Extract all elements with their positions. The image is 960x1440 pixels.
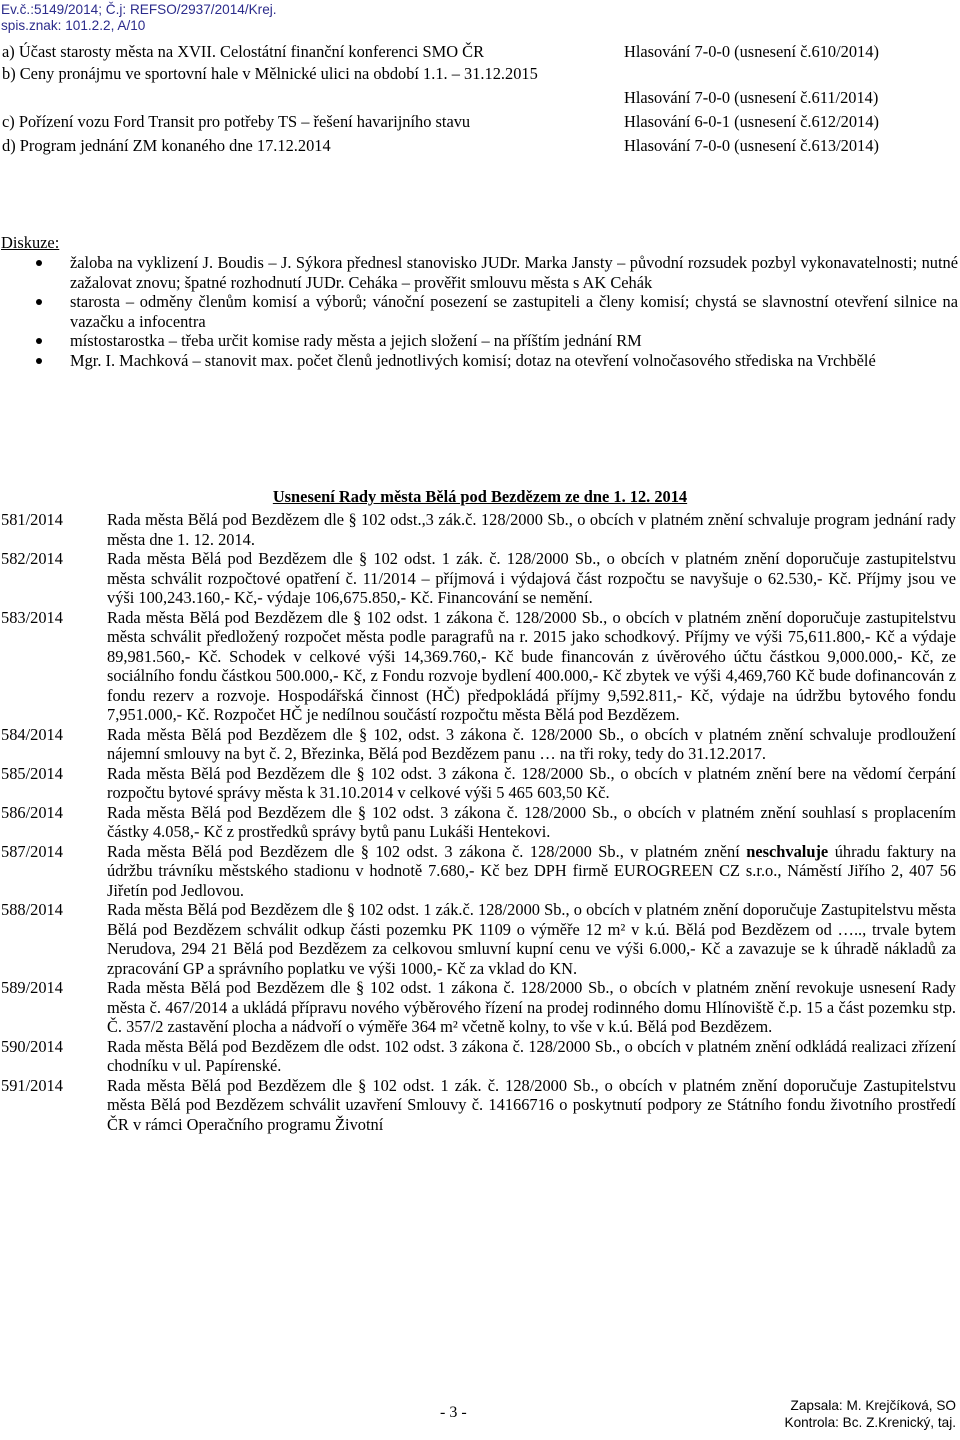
agenda-votes xyxy=(1,42,936,182)
resolution-text: Rada města Bělá pod Bezdězem dle § 102, odst. 3 zákona č. 128/2000 Sb., o obcích v platném znění schvaluje prodloužení nájemní smlouvy na byt č. 2, Březinka, Bělá pod Bezdězem panu … na tři roky, tedy do 31.12.2017. xyxy=(107,724,956,763)
vote-result: Hlasování 7-0-0 (usnesení č.613/2014) xyxy=(624,136,879,155)
resolution-number: 583/2014 xyxy=(1,607,63,627)
vote-result: Hlasování 6-0-1 (usnesení č.612/2014) xyxy=(624,112,879,131)
agenda-item: d) Program jednání ZM konaného dne 17.12.2014 xyxy=(2,136,331,155)
resolution-item xyxy=(1,842,956,901)
resolution-number: 582/2014 xyxy=(1,549,63,568)
resolution-text: Rada města Bělá pod Bezdězem dle § 102 odst. 3 zákona č. 128/2000 Sb., o obcích v platném znění bere na vědomí čerpání rozpočtu bytové správy města k 31.10.2014 v celkové výši 5 465 603,50 Kč. xyxy=(107,763,956,802)
discussion-item: místostarostka – třeba určit komise rady města a jejich složení – na příštím jednání RM xyxy=(36,331,958,351)
discussion-heading: Diskuze: xyxy=(1,233,60,252)
agenda-item: b) Ceny pronájmu ve sportovní hale v Mělnické ulici na období 1.1. – 31.12.2015 xyxy=(2,64,538,83)
resolution-item xyxy=(1,764,956,803)
agenda-item: a) Účast starosty města na XVII. Celostátní finanční konferenci SMO ČR xyxy=(2,42,485,61)
resolution-number: 588/2014 xyxy=(1,900,63,919)
file-code: spis.znak: 101.2.2, A/10 xyxy=(1,18,146,33)
resolution-item xyxy=(1,549,956,608)
resolution-item xyxy=(1,978,956,1037)
resolution-number: 591/2014 xyxy=(1,1075,63,1095)
resolution-number: 590/2014 xyxy=(1,1036,63,1056)
resolution-text: Rada města Bělá pod Bezdězem dle § 102 odst. 1 zák.č. 128/2000 Sb., o obcích v platném znění doporučuje Zastupitelstvu města Bělá pod Bezdězem schválit odkup části pozemku PK 1109 o výměře 12 m² v k.ú. Bělá pod Bezdězem od ….., trvale bytem Nerudova, 294 21 Bělá pod Bezdězem za celkovou smluvní kupní cenu ve výši 6.000,- Kč a zavazuje se k úhradě nákladů za zpracování GP a správního poplatku ve výši 1000,- Kč za vklad do KN. xyxy=(107,900,956,978)
written-by: Zapsala: M. Krejčíková, SO xyxy=(790,1398,956,1413)
resolution-number: 589/2014 xyxy=(1,978,63,997)
resolution-item xyxy=(1,1037,956,1076)
resolutions-heading: Usnesení Rady města Bělá pod Bezdězem ze dne 1. 12. 2014 xyxy=(272,487,688,506)
resolution-number: 586/2014 xyxy=(1,802,63,822)
checked-by: Kontrola: Bc. Z.Krenický, taj. xyxy=(784,1414,956,1430)
page-number: - 3 - xyxy=(440,1404,467,1421)
resolutions-list xyxy=(1,510,956,1134)
vote-result: Hlasování 7-0-0 (usnesení č.611/2014) xyxy=(624,88,879,107)
resolution-number: 584/2014 xyxy=(1,724,63,744)
vote-result: Hlasování 7-0-0 (usnesení č.610/2014) xyxy=(624,42,879,61)
resolution-text: Rada města Bělá pod Bezdězem dle § 102 odst. 1 zák. č. 128/2000 Sb., o obcích v platném znění doporučuje zastupitelstvu města schválit rozpočtové opatření č. 11/2014 – příjmová i výdajová část rozpočtu se navyšuje o 62.530,- Kč. Příjmy jsou ve výši 100,243.160,- Kč,- výdaje 106,675.850,- Kč. Financování se nemění. xyxy=(107,549,956,607)
discussion-list xyxy=(36,253,958,370)
resolution-item xyxy=(1,725,956,764)
resolution-text: Rada města Bělá pod Bezdězem dle § 102 odst. 1 zák. č. 128/2000 Sb., o obcích v platném znění doporučuje Zastupitelstvu města Bělá pod Bezdězem schválit uzavření Smlouvy č. 14166716 o poskytnutí podpory ze Státního fondu životního prostředí ČR v rámci Operačního programu Životní xyxy=(107,1075,956,1134)
resolution-text: Rada města Bělá pod Bezdězem dle § 102 odst. 1 zákona č. 128/2000 Sb., o obcích v platném znění revokuje usnesení Rady města č. 467/2014 a ukládá přípravu nového výběrového řízení na prodej rodinného domu Hlínoviště č.p. 15 a část pozemku stp. Č. 357/2 zastavění plocha a nádvoří o výměře 364 m² včetně kolny, to vše v k.ú. Bělá pod Bezdězem. xyxy=(107,978,956,1036)
resolution-number: 581/2014 xyxy=(1,510,63,529)
resolution-item xyxy=(1,1076,956,1135)
discussion-item: starosta – odměny členům komisí a výborů; vánoční posezení se zastupiteli a členy komisí; chystá se slavnostní otevření silnice na vazačku a infocentra xyxy=(36,292,958,331)
bullet-icon xyxy=(36,358,42,364)
discussion-item: Mgr. I. Machková – stanovit max. počet členů jednotlivých komisí; dotaz na otevření volnočasového střediska na Vrchbělé xyxy=(36,351,958,371)
resolution-item xyxy=(1,608,956,725)
emphasis-neschvaluje: neschvaluje xyxy=(746,841,829,861)
resolution-number: 585/2014 xyxy=(1,763,63,783)
resolution-text: Rada města Bělá pod Bezdězem dle § 102 odst. 3 zákona č. 128/2000 Sb., o obcích v platném znění souhlasí s proplacením částky 4.058,- Kč z prostředků správy bytů panu Lukáši Hentekovi. xyxy=(107,802,956,841)
resolution-item xyxy=(1,510,956,549)
bullet-icon xyxy=(36,260,42,266)
bullet-icon xyxy=(36,338,42,344)
discussion-item: žaloba na vyklizení J. Boudis – J. Sýkora přednesl stanovisko JUDr. Marka Jansty – původní rozsudek pozbyl vykonavatelnosti; nutné zažalovat znovu; špatné rozhodnutí JUDr. Ceháka – prověřit smlouvu města s AK Cehák xyxy=(36,253,958,292)
bullet-icon xyxy=(36,299,42,305)
footer-signatures xyxy=(760,1398,956,1431)
resolution-item xyxy=(1,900,956,978)
resolution-item xyxy=(1,803,956,842)
resolution-text: Rada města Bělá pod Bezdězem dle odst. 102 odst. 3 zákona č. 128/2000 Sb., o obcích v platném znění odkládá realizaci zřízení chodníku v ul. Papírenské. xyxy=(107,1036,956,1075)
resolution-text: Rada města Bělá pod Bezdězem dle § 102 odst. 1 zákona č. 128/2000 Sb., o obcích v platném znění doporučuje zastupitelstvu města schválit předložený rozpočet města podle paragrafů na r. 2015 jako schodkový. Příjmy ve výši 75,611.800,- Kč a výdaje 89,981.560,- Kč. Schodek v celkové výši 14,369.760,- Kč bude financován z úvěrového účtu částkou 9,000.000,- Kč, ze sociálního fondu částkou 500.000,- Kč, z Fondu rozvoje bydlení 400.000,- Kč zbytek ve výši 4,469,760 Kč bude dofinancován z fondu rezerv a rozvoje. Hospodářská činnost (HČ) předpokládá příjmy 9,592.811,- Kč, výdaje na údržbu bytového fondu 7,951.000,- Kč. Rozpočet HČ je nedílnou součástí rozpočtu města Bělá pod Bezdězem. xyxy=(107,607,956,724)
reference-number: Ev.č.:5149/2014; Č.j: REFSO/2937/2014/Krej. xyxy=(1,2,277,17)
document-reference-header xyxy=(1,2,277,34)
resolution-number: 587/2014 xyxy=(1,841,63,861)
resolution-text: Rada města Bělá pod Bezdězem dle § 102 odst. 3 zákona č. 128/2000 Sb., v platném znění neschvaluje úhradu faktury na údržbu trávníku městského stadionu v hodnotě 7.680,- Kč bez DPH firmě EUROGREEN CZ s.r.o., Náměstí Jiřího 2, 407 56 Jiřetín pod Jedlovou. xyxy=(107,841,957,900)
agenda-item: c) Pořízení vozu Ford Transit pro potřeby TS – řešení havarijního stavu xyxy=(2,112,471,131)
resolution-text: Rada města Bělá pod Bezdězem dle § 102 odst.,3 zák.č. 128/2000 Sb., o obcích v platném znění schvaluje program jednání rady města dne 1. 12. 2014. xyxy=(107,510,956,549)
